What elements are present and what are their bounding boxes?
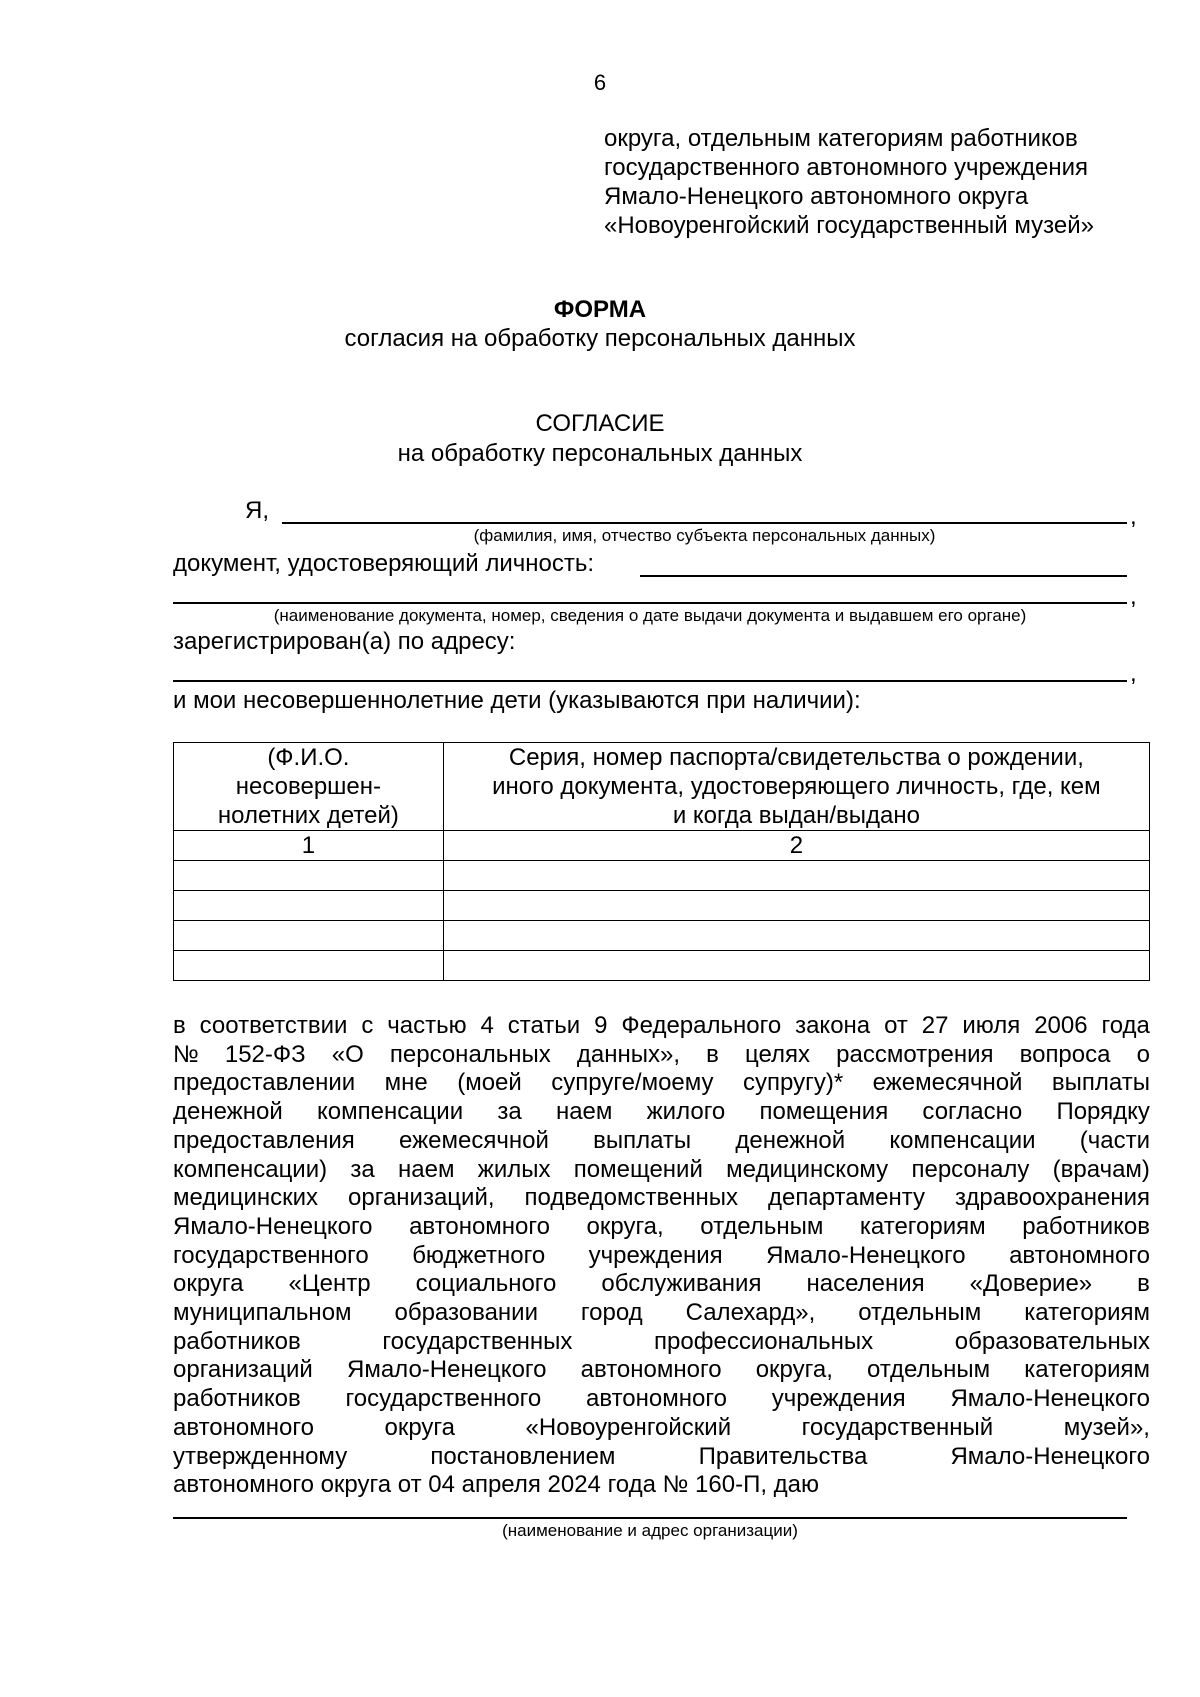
i-label: Я, xyxy=(245,497,269,524)
header-line: округа, отдельным категориям работников xyxy=(604,125,1078,152)
page-number: 6 xyxy=(593,70,607,95)
consent-subtitle: на обработку персональных данных xyxy=(397,440,803,467)
table-row xyxy=(174,921,1150,951)
column-number: 2 xyxy=(443,831,1149,861)
body-line: компенсации) за наем жилых помещений медицинскому персоналу (врачам) xyxy=(173,1155,1150,1183)
body-line: автономного округа от 04 апреля 2024 года № 160-П, даю xyxy=(173,1471,820,1499)
header-text: иного документа, удостоверяющего личность, где, кем xyxy=(492,773,1101,800)
fio-comma: , xyxy=(1130,503,1137,530)
children-table xyxy=(173,742,1150,981)
document-field-line-2[interactable] xyxy=(173,602,1127,604)
header-text: несовершен- xyxy=(235,773,382,800)
table-cell[interactable] xyxy=(174,951,444,981)
table-cell[interactable] xyxy=(443,861,1149,891)
document-label: документ, удостоверяющий личность: xyxy=(173,550,595,577)
table-cell[interactable] xyxy=(443,951,1149,981)
form-subtitle: согласия на обработку персональных данных xyxy=(344,325,856,352)
table-cell[interactable] xyxy=(443,921,1149,951)
address-field-line[interactable] xyxy=(173,680,1127,682)
header-cell-document xyxy=(443,743,1149,831)
consent-body-text xyxy=(173,1012,1150,1500)
header-text: нолетних детей) xyxy=(217,802,399,829)
table-row xyxy=(174,891,1150,921)
body-line: медицинских организаций, подведомственных департаменту здравоохранения xyxy=(173,1184,1150,1212)
header-cell-fio xyxy=(174,743,444,831)
fio-hint: (фамилия, имя, отчество субъекта персональных данных) xyxy=(473,526,936,545)
body-line: организаций Ямало-Ненецкого автономного округа, отдельным категориям xyxy=(173,1356,1150,1384)
body-line: округа «Центр социального обслуживания населения «Доверие» в xyxy=(173,1270,1150,1298)
body-line: работников государственных профессиональных образовательных xyxy=(173,1327,1150,1355)
body-line: № 152-ФЗ «О персональных данных», в целях рассмотрения вопроса о xyxy=(173,1040,1150,1068)
table-row xyxy=(174,951,1150,981)
body-line: Ямало-Ненецкого автономного округа, отдельным категориям работников xyxy=(173,1212,1150,1240)
body-line: утвержденному постановлением Правительства Ямало-Ненецкого xyxy=(173,1442,1150,1470)
header-line: «Новоуренгойский государственный музей» xyxy=(604,212,1094,239)
column-number: 1 xyxy=(174,831,444,861)
body-line: предоставлении мне (моей супруге/моему супругу)* ежемесячной выплаты xyxy=(173,1069,1150,1097)
header-text: и когда выдан/выдано xyxy=(672,802,920,829)
address-label: зарегистрирован(а) по адресу: xyxy=(173,628,516,655)
body-line: работников государственного автономного учреждения Ямало-Ненецкого xyxy=(173,1385,1150,1413)
body-line: предоставления ежемесячной выплаты денежной компенсации (части xyxy=(173,1126,1150,1154)
form-title: ФОРМА xyxy=(553,296,647,323)
table-cell[interactable] xyxy=(443,891,1149,921)
appendix-header xyxy=(604,124,1174,240)
body-line: автономного округа «Новоуренгойский государственный музей», xyxy=(173,1413,1150,1441)
table-cell[interactable] xyxy=(174,891,444,921)
fio-field-line[interactable] xyxy=(282,522,1127,524)
body-line: в соответствии с частью 4 статьи 9 Федерального закона от 27 июля 2006 года xyxy=(173,1012,1150,1039)
table-cell[interactable] xyxy=(174,861,444,891)
organization-hint: (наименование и адрес организации) xyxy=(502,1521,798,1540)
document-comma: , xyxy=(1130,583,1137,610)
body-line: муниципальном образовании город Салехард», отдельным категориям xyxy=(173,1299,1150,1327)
table-header-row xyxy=(174,743,1150,831)
table-row xyxy=(174,861,1150,891)
header-text: (Ф.И.О. xyxy=(267,744,350,771)
table-cell[interactable] xyxy=(174,921,444,951)
address-comma: , xyxy=(1130,660,1137,687)
organization-field-line[interactable] xyxy=(173,1517,1127,1519)
children-label: и мои несовершеннолетние дети (указываются при наличии): xyxy=(173,687,861,714)
column-number-row xyxy=(174,831,1150,861)
header-line: Ямало-Ненецкого автономного округа xyxy=(604,183,1029,210)
document-field-line[interactable] xyxy=(640,575,1127,577)
consent-title: СОГЛАСИЕ xyxy=(535,410,665,437)
body-line: государственного бюджетного учреждения Ямало-Ненецкого автономного xyxy=(173,1241,1150,1269)
document-hint: (наименование документа, номер, сведения о дате выдачи документа и выдавшем его органе) xyxy=(273,606,1027,625)
header-text: Серия, номер паспорта/свидетельства о рождении, xyxy=(508,744,1084,771)
body-line: денежной компенсации за наем жилого помещения согласно Порядку xyxy=(173,1098,1150,1126)
header-line: государственного автономного учреждения xyxy=(604,154,1088,181)
